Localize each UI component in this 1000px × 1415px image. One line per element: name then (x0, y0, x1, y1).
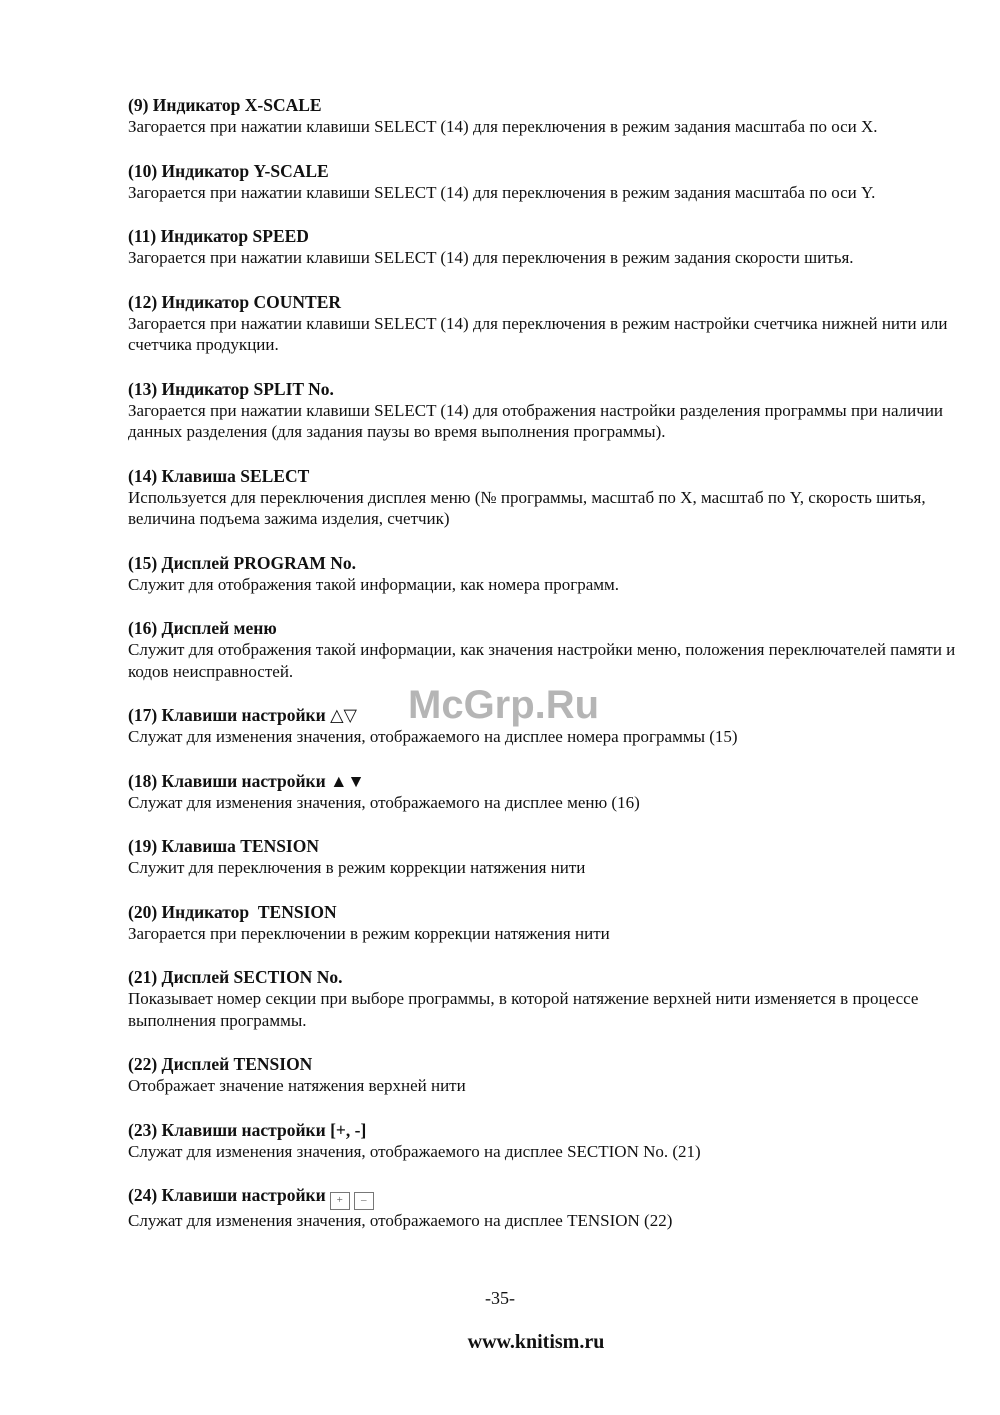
outline-up-down-arrows-icon: △▽ (330, 705, 357, 725)
section-24 (128, 1184, 958, 1232)
plus-key-icon: + (330, 1192, 350, 1210)
section-text: Используется для переключения дисплея меню (№ программы, масштаб по X, масштаб по Y, скорость шитья, величина подъема зажима изделия, счетчик) (128, 487, 926, 528)
section-13 (128, 378, 958, 443)
section-22 (128, 1053, 958, 1097)
section-text: Служит для отображения такой информации, как номера программ. (128, 574, 619, 594)
section-title: (11) Индикатор SPEED (128, 226, 309, 246)
watermark: McGrp.Ru (408, 683, 600, 727)
section-text: Отображает значение натяжения верхней нити (128, 1076, 466, 1095)
section-title-text: (17) Клавиши настройки (128, 705, 326, 725)
section-text: Служит для отображения такой информации, как значения настройки меню, положения переключателей памяти и кодов неисправностей. (128, 640, 956, 681)
section-20 (128, 901, 958, 945)
section-title: (9) Индикатор X-SCALE (128, 95, 322, 115)
section-18 (128, 770, 958, 814)
section-text: Загорается при нажатии клавиши SELECT (14) для переключения в режим настройки счетчика нижней нити или счетчика продукции. (128, 313, 948, 354)
section-title-text: (24) Клавиши настройки (128, 1185, 326, 1205)
section-23 (128, 1119, 958, 1163)
section-text: Служат для изменения значения, отображаемого на дисплее меню (16) (128, 792, 640, 812)
section-title: (10) Индикатор Y-SCALE (128, 160, 329, 181)
minus-key-icon: – (354, 1192, 374, 1210)
section-title: (12) Индикатор COUNTER (128, 291, 342, 312)
document-body (128, 94, 958, 1254)
section-title: (13) Индикатор SPLIT No. (128, 378, 334, 399)
section-9 (128, 94, 958, 138)
section-text: Служат для изменения значения, отображаемого на дисплее номера программы (15) (128, 727, 738, 746)
section-text: Загорается при нажатии клавиши SELECT (14) для переключения в режим задания масштаба по оси X. (128, 117, 878, 136)
section-text: Служат для изменения значения, отображаемого на дисплее TENSION (22) (128, 1211, 673, 1230)
section-text: Загорается при нажатии клавиши SELECT (14) для отображения настройки разделения программы при наличии данных разделения (для задания паузы во время выполнения программы). (128, 400, 944, 441)
section-title: (14) Клавиша SELECT (128, 465, 310, 486)
section-text: Показывает номер секции при выборе программы, в которой натяжение верхней нити изменяется в процессе выполнения программы. (128, 989, 919, 1030)
section-text: Загорается при нажатии клавиши SELECT (14) для переключения в режим задания масштаба по оси Y. (128, 182, 876, 202)
section-text: Служат для изменения значения, отображаемого на дисплее SECTION No. (21) (128, 1141, 701, 1161)
section-title: (21) Дисплей SECTION No. (128, 967, 343, 987)
section-text: Загорается при переключении в режим коррекции натяжения нити (128, 923, 610, 943)
section-21 (128, 966, 958, 1031)
section-title: (16) Дисплей меню (128, 618, 277, 638)
section-text: Служит для переключения в режим коррекции натяжения нити (128, 858, 586, 877)
section-14 (128, 465, 958, 530)
section-title: (23) Клавиши настройки [+, -] (128, 1119, 367, 1140)
section-title (128, 770, 958, 792)
section-16 (128, 617, 958, 682)
section-title: (20) Индикатор TENSION (128, 901, 337, 922)
section-15 (128, 552, 958, 596)
section-10 (128, 160, 958, 204)
section-title: (22) Дисплей TENSION (128, 1054, 313, 1074)
page-number: -35- (485, 1288, 515, 1308)
section-title: (19) Клавиша TENSION (128, 836, 319, 856)
section-text: Загорается при нажатии клавиши SELECT (14) для переключения в режим задания скорости шитья. (128, 248, 854, 267)
section-title-text: (18) Клавиши настройки (128, 770, 326, 791)
section-title (128, 1184, 958, 1210)
section-19 (128, 835, 958, 879)
section-12 (128, 291, 958, 356)
filled-up-down-arrows-icon: ▲▼ (330, 770, 365, 791)
footer-url: www.knitism.ru (467, 1331, 605, 1353)
section-11 (128, 225, 958, 269)
section-title: (15) Дисплей PROGRAM No. (128, 552, 357, 573)
